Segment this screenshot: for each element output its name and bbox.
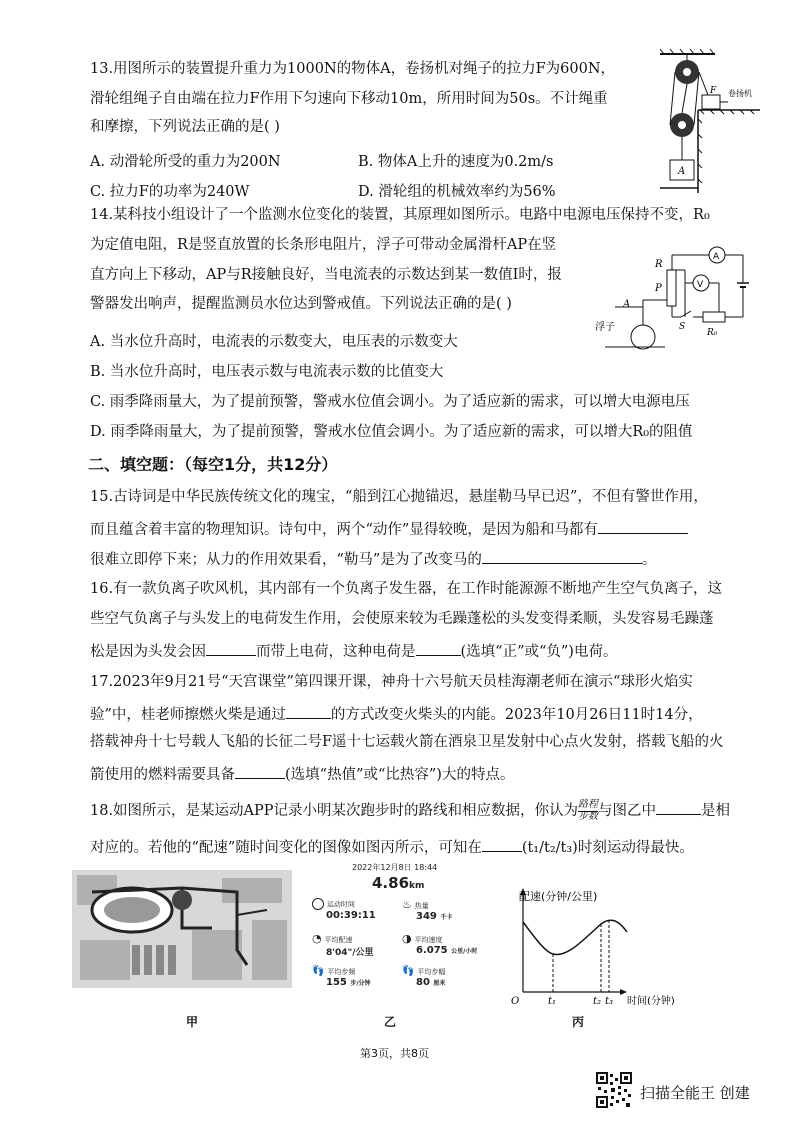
q18-line1-text-a: 18.如图所示，是某运动APP记录小明某次跑步时的路线和相应数据，你认为 <box>90 803 579 819</box>
q14-fig-s: S <box>679 322 686 332</box>
q15-line2-text: 而且蕴含着丰富的物理知识。诗句中，两个“动作”显得较晚，是因为船和马都有 <box>90 522 598 538</box>
q17-line3: 搭载神舟十七号载人飞船的长征二号F遥十七运载火箭在酒泉卫星发射中心点火发射，搭载飞船的火 <box>90 734 724 750</box>
q17-blank-2[interactable] <box>235 765 285 779</box>
graph-t1: t₁ <box>548 996 557 1005</box>
q13-line1: 13.用图所示的装置提升重力为1000N的物体A，卷扬机对绳子的拉力F为600N， <box>90 61 616 77</box>
clock-icon <box>312 898 324 910</box>
q18-line1-text-b: 与图乙中 <box>598 803 657 819</box>
pace-curve <box>523 920 627 954</box>
app-speed-label: 平均速度 <box>414 936 443 944</box>
app-distance: 4.86 <box>372 874 410 892</box>
q13-fig-a: A <box>678 166 686 177</box>
brand-watermark: 扫描全能王 创建 <box>640 1084 750 1102</box>
graph-x-arrow <box>620 989 627 995</box>
q13-pulley-figure <box>640 48 765 196</box>
q17-line2-text-a: 验”中，桂老师擦燃火柴是通过 <box>90 707 286 723</box>
app-stride: 80 <box>416 977 430 988</box>
q14-fig-p: P <box>655 283 662 294</box>
caption-yi: 乙 <box>384 1015 397 1029</box>
app-distance-row <box>372 874 424 892</box>
q13-line2: 滑轮组绳子自由端在拉力F作用下匀速向下移动10m，所用时间为50s。不计绳重 <box>90 91 608 107</box>
q14-fig-r: R <box>655 259 663 270</box>
q16-line3 <box>90 642 780 660</box>
q14-fig-ammeter: A <box>713 252 720 262</box>
page-number: 第3页，共8页 <box>360 1047 429 1060</box>
q15-line1: 15.古诗词是中华民族传统文化的瑰宝，“船到江心抛锚迟，悬崖勒马早已迟”，不但有警世作用， <box>90 489 708 505</box>
app-duration-block <box>312 898 376 921</box>
q13-fig-f: F <box>710 86 717 96</box>
caption-bing: 丙 <box>572 1015 585 1029</box>
q18-blank-2[interactable] <box>482 838 522 852</box>
q17-line4-text-a: 箭使用的燃料需要具备 <box>90 767 235 783</box>
q15-blank-2[interactable] <box>482 550 642 564</box>
section-title-fill-blank: 二、填空题：（每空1分，共12分） <box>88 455 338 474</box>
q16-line3-text-a: 松是因为头发会因 <box>90 644 206 660</box>
app-speed: 6.075 <box>416 945 448 956</box>
q13-option-d: D. 滑轮组的机械效率约为56% <box>358 184 556 200</box>
q15-line2 <box>90 520 780 538</box>
q16-line1: 16.有一款负离子吹风机，其内部有一个负离子发生器，在工作时能源源不断地产生空气负离子，这 <box>90 581 723 597</box>
app-duration: 00:39:11 <box>326 910 376 921</box>
q15-line3-end: 。 <box>641 552 657 568</box>
q14-circuit-figure <box>595 245 765 360</box>
q15-line3 <box>90 550 780 568</box>
caption-jia: 甲 <box>186 1015 199 1029</box>
q18-line1 <box>90 800 780 822</box>
q16-blank-1[interactable] <box>206 642 256 656</box>
graph-x-label: 时间(分钟) <box>627 996 675 1005</box>
q18-fraction-den: 步数 <box>578 810 599 822</box>
q13-option-b: B. 物体A上升的速度为0.2m/s <box>358 154 554 170</box>
app-stride-block <box>402 966 445 988</box>
graph-t2: t₂ <box>593 996 602 1005</box>
footsteps-icon: 👣 <box>312 966 325 977</box>
graph-t3: t₃ <box>605 996 614 1005</box>
q17-line2-text-b: 的方式改变火柴头的内能。2023年10月26日11时14分， <box>330 707 703 723</box>
app-datetime: 2022年12月8日 18:44 <box>352 863 438 872</box>
q14-option-d: D. 雨季降雨量大，为了提前预警，警戒水位值会调小。为了适应新的需求，可以增大R₀的阻值 <box>90 424 693 440</box>
q18-line2-text-b: (t₁/t₂/t₃)时刻运动得最快。 <box>521 840 694 856</box>
q14-line2: 为定值电阻，R是竖直放置的长条形电阻片，浮子可带动金属滑杆AP在竖 <box>90 237 557 253</box>
q14-fig-a: A <box>623 299 631 310</box>
q14-option-a: A. 当水位升高时，电流表的示数变大，电压表的示数变大 <box>90 334 458 350</box>
q18-blank-1[interactable] <box>656 801 701 815</box>
q14-fig-r0: R₀ <box>707 328 718 338</box>
q15-blank-1[interactable] <box>598 520 688 534</box>
speedometer-icon: ◔ <box>312 932 322 945</box>
flame-icon: ♨ <box>402 898 412 911</box>
qr-code-icon <box>596 1072 632 1108</box>
pace-time-graph <box>505 880 675 1005</box>
q14-fig-voltmeter: V <box>697 280 704 290</box>
app-stride-label: 平均步幅 <box>417 968 446 976</box>
q18-line1-text-c: 是相 <box>701 803 731 819</box>
q14-line1: 14.某科技小组设计了一个监测水位变化的装置，其原理如图所示。电路中电源电压保持不变，R₀ <box>90 207 710 223</box>
graph-origin: O <box>511 996 520 1005</box>
app-pace: 8'04"/公里 <box>326 948 374 958</box>
q16-blank-2[interactable] <box>416 642 461 656</box>
q13-line3: 和摩擦，下列说法正确的是( ) <box>90 119 280 135</box>
app-duration-label: 运动时间 <box>326 900 355 909</box>
q14-line4: 警器发出响声，提醒监测员水位达到警戒值。下列说法正确的是( ) <box>90 296 512 312</box>
q17-line4 <box>90 765 780 783</box>
q16-line2: 些空气负离子与头发上的电荷发生作用，会使原来较为毛躁蓬松的头发变得柔顺，头发容易毛躁蓬 <box>90 611 714 627</box>
q17-line2 <box>90 705 780 723</box>
route-map-figure <box>72 870 292 988</box>
app-calories-block <box>402 898 452 922</box>
app-step-freq-unit: 步/分钟 <box>350 980 371 987</box>
app-speed-block <box>402 932 477 956</box>
gauge-icon: ◑ <box>402 932 412 945</box>
app-pace-block <box>312 932 374 958</box>
app-speed-unit: 公里/小时 <box>451 948 478 955</box>
q16-line3-text-b: 而带上电荷，这种电荷是 <box>256 644 416 660</box>
q13-option-c: C. 拉力F的功率为240W <box>90 184 250 200</box>
q17-line4-text-b: (选填“热值”或“比热容”)大的特点。 <box>285 767 515 783</box>
stride-icon: 👣 <box>402 966 415 977</box>
app-calories: 349 <box>416 911 437 922</box>
q14-line3: 直方向上下移动，AP与R接触良好，当电流表的示数达到某一数值I时，报 <box>90 267 562 283</box>
app-stepfreq-block <box>312 966 371 988</box>
q18-fraction <box>578 800 598 822</box>
q13-fig-winch: 卷扬机 <box>728 89 752 98</box>
q13-option-a: A. 动滑轮所受的重力为200N <box>90 154 281 170</box>
app-pace-label: 平均配速 <box>324 936 353 944</box>
q18-line2-text-a: 对应的。若他的“配速”随时间变化的图像如图丙所示，可知在 <box>90 840 482 856</box>
q17-blank-1[interactable] <box>286 705 331 719</box>
app-step-freq-label: 平均步频 <box>327 968 356 976</box>
q18-fraction-num: 路程 <box>578 799 599 810</box>
app-stride-unit: 厘米 <box>433 980 446 987</box>
q14-option-c: C. 雨季降雨量大，为了提前预警，警戒水位值会调小。为了适应新的需求，可以增大电源电压 <box>90 394 690 410</box>
graph-y-label: 配速(分钟/公里) <box>519 890 598 903</box>
app-distance-unit: km <box>409 881 425 891</box>
app-calories-unit: 千卡 <box>440 914 453 921</box>
q17-line1: 17.2023年9月21号“天宫课堂”第四课开课，神舟十六号航天员桂海潮老师在演示“球形火焰实 <box>90 674 693 690</box>
app-calories-label: 热量 <box>414 902 429 910</box>
q15-line3-text: 很难立即停下来；从力的作用效果看，“勒马”是为了改变马的 <box>90 552 482 568</box>
q14-fig-float: 浮子 <box>595 322 615 333</box>
q16-line3-text-c: (选填“正”或“负”)电荷。 <box>460 644 618 660</box>
q14-option-b: B. 当水位升高时，电压表示数与电流表示数的比值变大 <box>90 364 444 380</box>
q18-line2 <box>90 838 780 856</box>
app-step-freq: 155 <box>326 977 347 988</box>
